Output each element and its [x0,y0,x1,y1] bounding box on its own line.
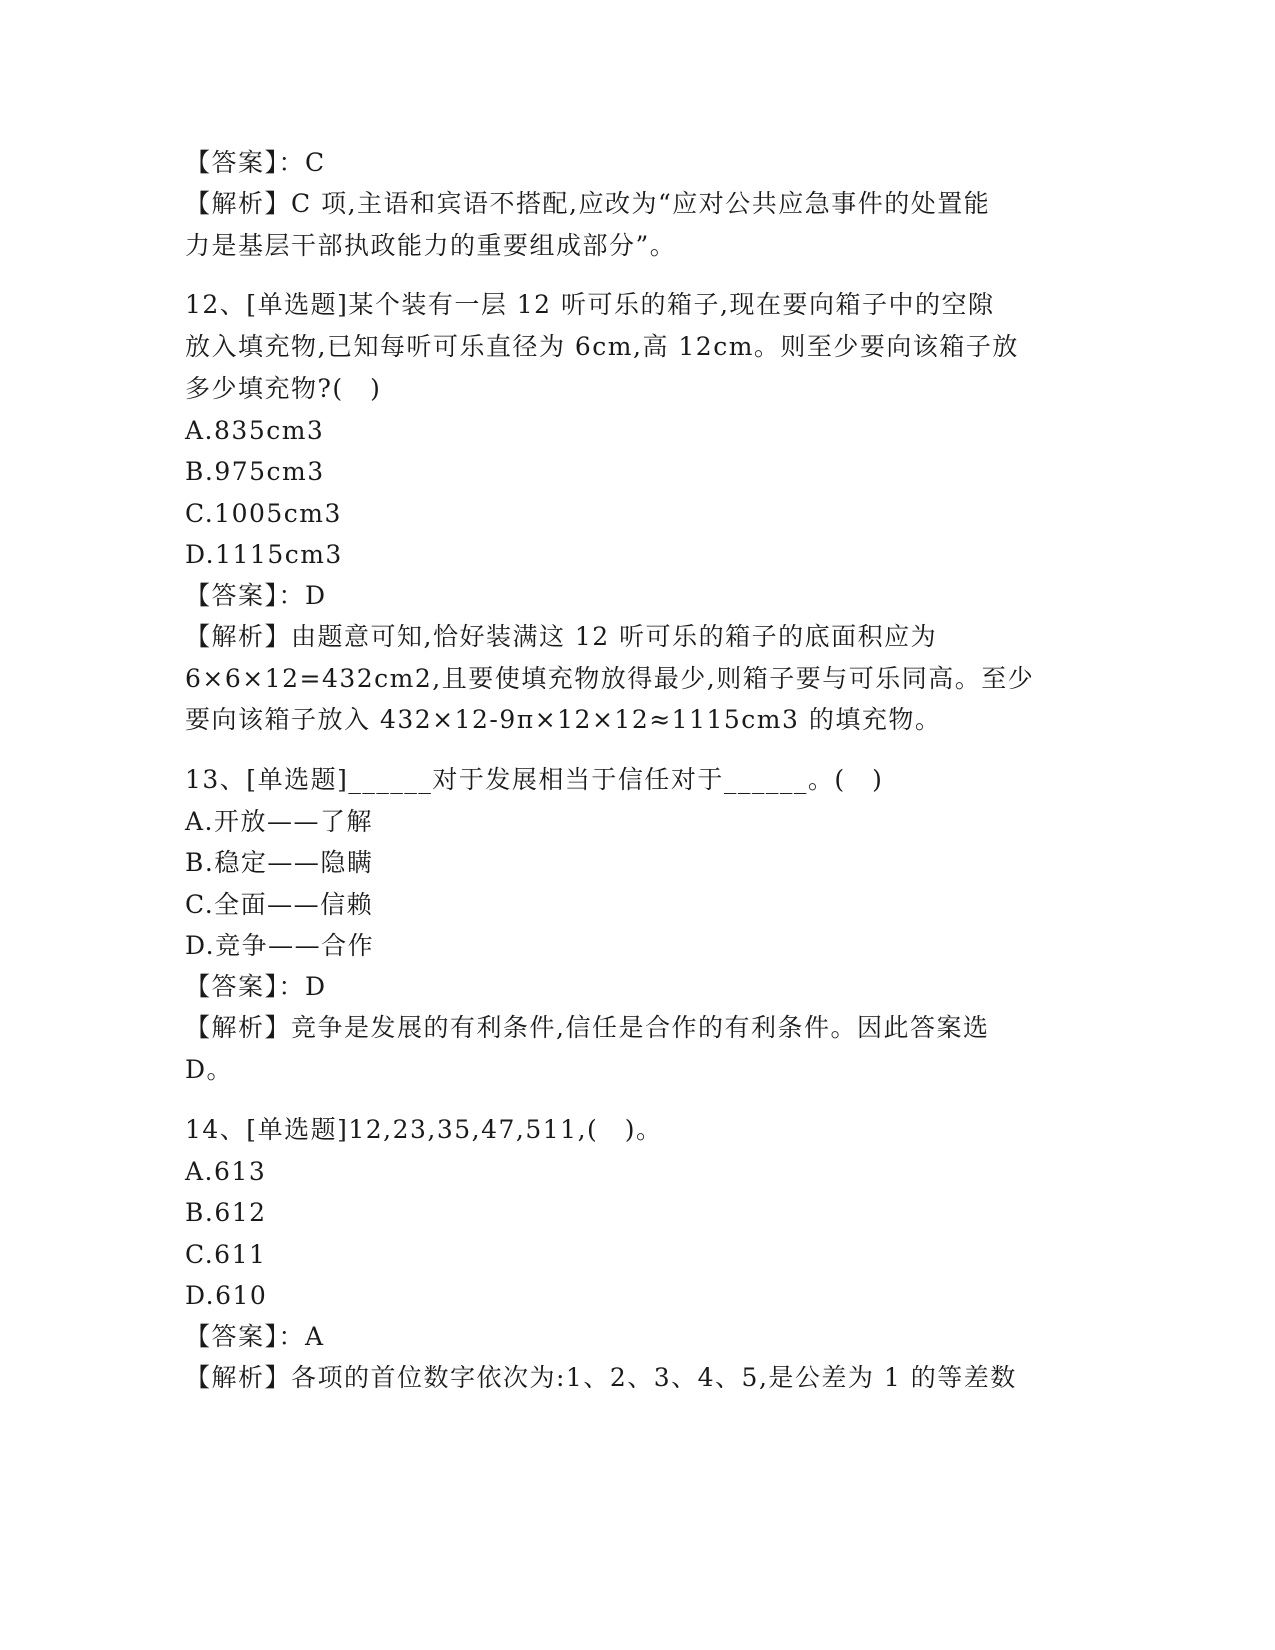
q14-option-d: D.610 [185,1281,268,1310]
q12-analysis-line-1: 【解析】由题意可知,恰好装满这 12 听可乐的箱子的底面积应为 [185,622,938,651]
q12-option-c: C.1005cm3 [185,499,342,528]
q14-stem-line-1: 14、[单选题]12,23,35,47,511,( )。 [185,1115,663,1144]
q13-analysis-line-2: D。 [185,1055,234,1084]
q13-option-d: D.竞争——合作 [185,931,375,960]
q13-stem-line-1: 13、[单选题]______对于发展相当于信任对于______。( ) [185,765,884,794]
q14-analysis-line-1: 【解析】各项的首位数字依次为:1、2、3、4、5,是公差为 1 的等差数 [185,1363,1017,1392]
q14-option-c: C.611 [185,1240,267,1269]
q11-analysis-line-1: 【解析】C 项,主语和宾语不搭配,应改为“应对公共应急事件的处置能 [185,189,991,218]
q13-option-c: C.全面——信赖 [185,890,374,919]
q13-answer: 【答案】：D [185,972,327,1001]
q13-analysis-line-1: 【解析】竞争是发展的有利条件,信任是合作的有利条件。因此答案选 [185,1013,990,1042]
q13-option-b: B.稳定——隐瞒 [185,848,374,877]
q14-option-a: A.613 [185,1157,267,1186]
q14-answer: 【答案】：A [185,1322,325,1351]
q12-stem-line-2: 放入填充物,已知每听可乐直径为 6cm,高 12cm。则至少要向该箱子放 [185,332,1019,361]
q12-stem-line-1: 12、[单选题]某个装有一层 12 听可乐的箱子,现在要向箱子中的空隙 [185,290,995,319]
q11-answer: 【答案】：C [185,148,326,177]
q11-analysis-line-2: 力是基层干部执政能力的重要组成部分”。 [185,231,677,260]
q12-analysis-line-3: 要向该箱子放入 432×12-9π×12×12≈1115cm3 的填充物。 [185,705,942,734]
q14-option-b: B.612 [185,1198,267,1227]
q12-analysis-line-2: 6×6×12=432cm2,且要使填充物放得最少,则箱子要与可乐同高。至少 [185,664,1035,693]
q12-option-b: B.975cm3 [185,457,325,486]
q12-answer: 【答案】：D [185,581,327,610]
q12-stem-line-3: 多少填充物?( ) [185,374,382,403]
q13-option-a: A.开放——了解 [185,807,374,836]
q12-option-d: D.1115cm3 [185,540,343,569]
q12-option-a: A.835cm3 [185,416,325,445]
